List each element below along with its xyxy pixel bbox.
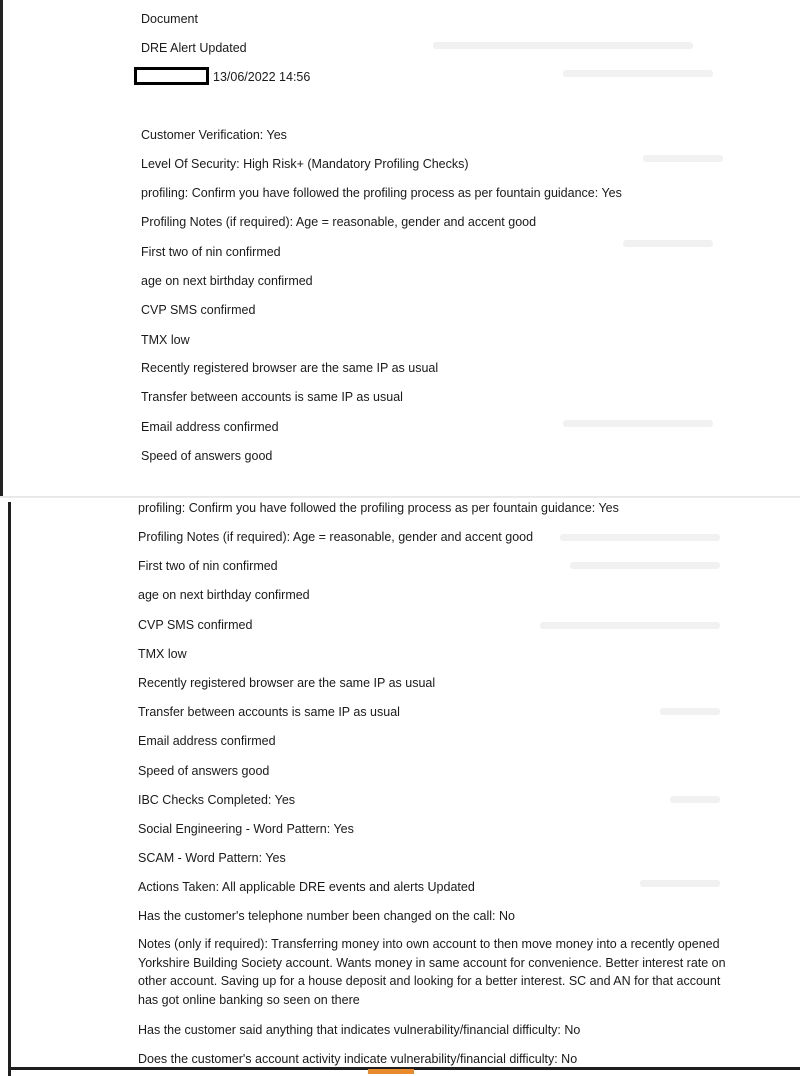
field-line: Profiling Notes (if required): Age = reasonable, gender and accent good <box>138 530 534 544</box>
field-line: Level Of Security: High Risk+ (Mandatory Profiling Checks) <box>141 157 469 171</box>
bleed-through-mark <box>640 880 720 887</box>
document-page-bottom <box>0 498 800 1076</box>
document-page-top <box>0 0 800 498</box>
field-line: Recently registered browser are the same IP as usual <box>138 676 436 690</box>
bleed-through-mark <box>643 155 723 162</box>
field-line: Speed of answers good <box>141 449 273 463</box>
field-line: Recently registered browser are the same IP as usual <box>141 361 439 375</box>
field-line: Email address confirmed <box>141 420 279 434</box>
bleed-through-mark <box>563 70 713 77</box>
redaction-box <box>134 67 209 85</box>
notes-paragraph: Notes (only if required): Transferring money into own account to then move money into a recently opened Yorkshire Building Society account. Wants money in same account for convenience. Better interest rate on other account. Saving up for a house deposit and looking for a better interest. SC and AN for that account has got online banking so seen on there <box>138 937 726 1007</box>
bleed-through-mark <box>540 622 720 629</box>
alert-subject: DRE Alert Updated <box>141 41 247 55</box>
bleed-through-mark <box>660 708 720 715</box>
field-line: CVP SMS confirmed <box>138 618 253 632</box>
bleed-through-mark <box>570 562 720 569</box>
field-line: Profiling Notes (if required): Age = reasonable, gender and accent good <box>141 215 537 229</box>
bleed-through-mark <box>560 534 720 541</box>
field-line: Speed of answers good <box>138 764 270 778</box>
document-label: Document <box>141 12 198 26</box>
bleed-through-mark <box>433 42 693 49</box>
field-line: Social Engineering - Word Pattern: Yes <box>138 822 354 836</box>
field-line: CVP SMS confirmed <box>141 303 256 317</box>
field-line: SCAM - Word Pattern: Yes <box>138 851 286 865</box>
field-line: First two of nin confirmed <box>141 245 281 259</box>
field-line: Email address confirmed <box>138 734 276 748</box>
field-line: profiling: Confirm you have followed the profiling process as per fountain guidance: Yes <box>141 186 622 200</box>
field-line: profiling: Confirm you have followed the profiling process as per fountain guidance: Yes <box>138 501 619 515</box>
bleed-through-mark <box>623 240 713 247</box>
page-left-border <box>8 502 11 1076</box>
field-line: Has the customer's telephone number been changed on the call: No <box>138 909 515 923</box>
field-line: Transfer between accounts is same IP as usual <box>138 705 400 719</box>
field-line: TMX low <box>141 333 190 347</box>
field-line: age on next birthday confirmed <box>138 588 310 602</box>
field-line: Actions Taken: All applicable DRE events and alerts Updated <box>138 880 475 894</box>
vulnerability-said-line: Has the customer said anything that indicates vulnerability/financial difficulty: No <box>138 1023 581 1037</box>
field-line: TMX low <box>138 647 187 661</box>
alert-datetime: 13/06/2022 14:56 <box>213 70 311 84</box>
bleed-through-mark <box>563 420 713 427</box>
bleed-through-mark <box>670 796 720 803</box>
field-line: age on next birthday confirmed <box>141 274 313 288</box>
orange-edge-mark <box>368 1069 414 1074</box>
vulnerability-activity-line: Does the customer's account activity indicate vulnerability/financial difficulty: No <box>138 1052 578 1066</box>
field-line: IBC Checks Completed: Yes <box>138 793 296 807</box>
field-line: Transfer between accounts is same IP as usual <box>141 390 403 404</box>
field-line: Customer Verification: Yes <box>141 128 287 142</box>
field-line: First two of nin confirmed <box>138 559 278 573</box>
